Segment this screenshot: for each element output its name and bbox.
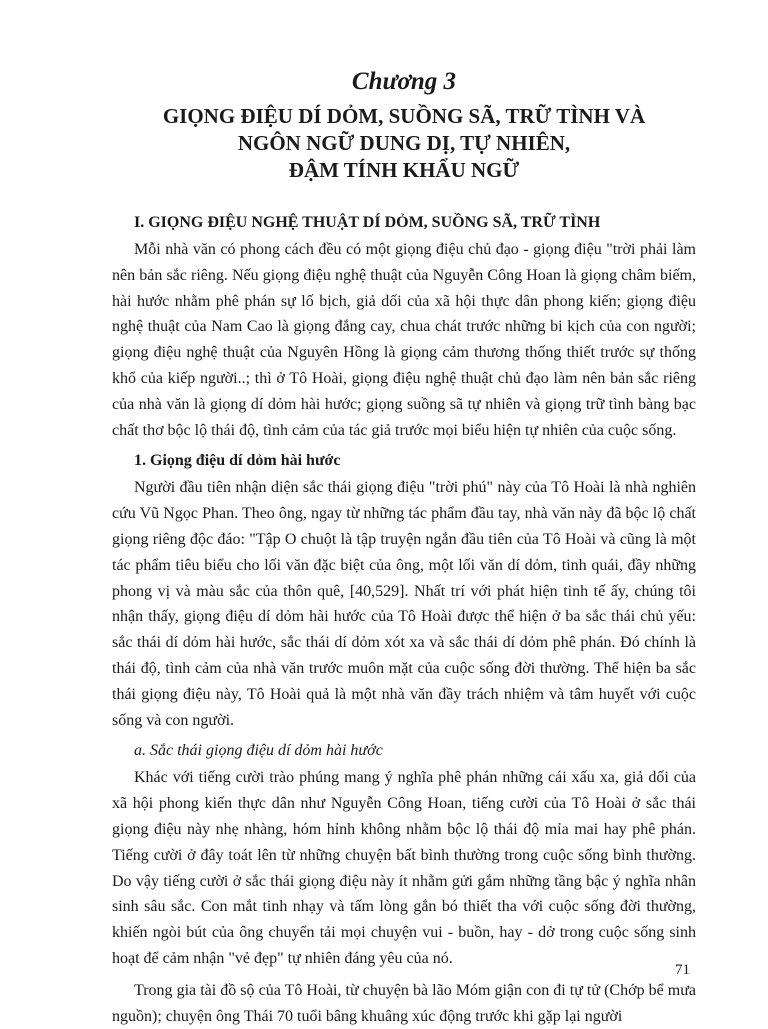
body-paragraph-2: Trong gia tài đồ sộ của Tô Hoài, từ chuyện bà lão Móm giận con đi tự tử (Chớp bể mưa nguồn); chuyện ông Thái 70 tuổi bâng khuâng xúc động trước khi gặp lại người (112, 981, 696, 1025)
sub-subsection-heading: a. Sắc thái giọng điệu dí dỏm hài hước (134, 742, 383, 760)
body-paragraph-1: Khác với tiếng cười trào phúng mang ý nghĩa phê phán những cái xấu xa, giả dối của xã hội phong kiến thực dân như Nguyễn Công Hoan, tiếng cười của Tô Hoài ở sắc thái giọng điệu này nhẹ nhàng, hóm hỉnh không nhằm bộc lộ thái độ mỉa mai hay phê phán. Tiếng cười ở đây toát lên từ những chuyện bất bình thường trong cuộc sống bình thường. Do vậy tiếng cười ở sắc thái giọng điệu này ít nhằm gửi gắm những tầng bậc ý nghĩa nhân sinh sâu sắc. Con mắt tinh nhạy và tấm lòng gắn bó thiết tha với cuộc sống đời thường, khiến ngòi bút của ông chuyển tải mọi chuyện vui - buồn, hay - dở trong cuộc sống sinh hoạt để cảm nhận "vẻ đẹp" tự nhiên đáng yêu của nó. (112, 769, 696, 967)
section-intro-paragraph: Mỗi nhà văn có phong cách đều có một giọng điệu chủ đạo - giọng điệu "trời phải làm nên bản sắc riêng. Nếu giọng điệu nghệ thuật của Nguyễn Công Hoan là giọng châm biếm, hài hước nhằm phê phán sự lố bịch, giả dối của xã hội thực dân phong kiến; giọng điệu nghệ thuật của Nam Cao là giọng đắng cay, chua chát trước những bi kịch của con người; giọng điệu nghệ thuật của Nguyên Hồng là giọng cảm thương thống thiết trước sự thống khổ của kiếp người..; thì ở Tô Hoài, giọng điệu nghệ thuật chủ đạo làm nên bản sắc riêng của nhà văn là giọng dí dỏm hài hước; giọng suồng sã tự nhiên và giọng trữ tình bàng bạc chất thơ bộc lộ thái độ, tình cảm của tác giả trước mọi biểu hiện tự nhiên của cuộc sống. (112, 241, 696, 439)
chapter-label: Chương 3 (351, 68, 457, 95)
page-number: 71 (675, 962, 690, 978)
document-page (112, 62, 696, 1029)
chapter-title-line-2: NGÔN NGỮ DUNG DỊ, TỰ NHIÊN, (237, 131, 571, 155)
section-heading: I. GIỌNG ĐIỆU NGHỆ THUẬT DÍ DỎM, SUỒNG SÃ, TRỮ TÌNH (134, 214, 601, 231)
chapter-title-line-3: ĐẬM TÍNH KHẨU NGỮ (288, 158, 520, 182)
subsection-heading: 1. Giọng điệu dí dỏm hài hước (134, 452, 341, 470)
subsection-paragraph: Người đầu tiên nhận diện sắc thái giọng điệu "trời phú" này của Tô Hoài là nhà nghiên cứu Vũ Ngọc Phan. Theo ông, ngay từ những tác phẩm đầu tay, nhà văn này đã bộc lộ chất giọng riêng độc đáo: "Tập O chuột là tập truyện ngắn đầu tiên của Tô Hoài và cũng là một tác phẩm tiêu biểu cho lối văn đặc biệt của ông, một lối văn dí dỏm, tinh quái, đầy những phong vị và màu sắc của thôn quê, [40,529]. Nhất trí với phát hiện tinh tế ấy, chúng tôi nhận thấy, giọng điệu dí dỏm hài hước của Tô Hoài được thể hiện ở ba sắc thái chủ yếu: sắc thái dí dỏm hài hước, sắc thái dí dỏm xót xa và sắc thái dí dỏm phê phán. Đó chính là thái độ, tình cảm của nhà văn trước muôn mặt của cuộc sống đời thường. Thể hiện ba sắc thái giọng điệu này, Tô Hoài quả là một nhà văn đầy trách nhiệm và tâm huyết với cuộc sống và con người. (112, 479, 696, 729)
chapter-title-line-1: GIỌNG ĐIỆU DÍ DỎM, SUỒNG SÃ, TRỮ TÌNH VÀ (162, 104, 646, 128)
